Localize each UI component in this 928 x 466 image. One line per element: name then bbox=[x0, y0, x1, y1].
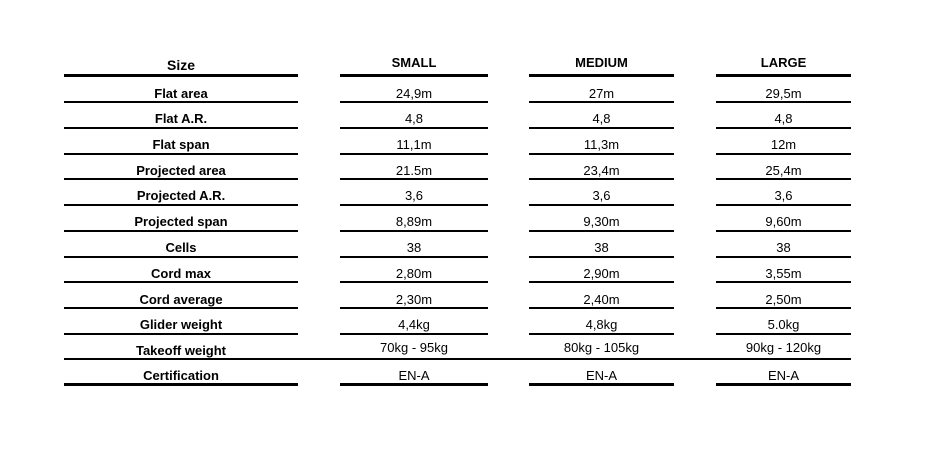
row-rule bbox=[64, 178, 298, 180]
value-cell: 90kg - 120kg bbox=[745, 340, 822, 355]
row-rule bbox=[529, 204, 674, 206]
header-rule bbox=[64, 74, 298, 77]
value-cell: 3,6 bbox=[592, 188, 611, 203]
row-rule bbox=[529, 101, 674, 103]
value-cell: 21.5m bbox=[395, 163, 433, 178]
row-rule bbox=[529, 230, 674, 232]
footer-rule bbox=[529, 383, 674, 386]
row-label: Projected area bbox=[136, 163, 226, 178]
row-rule bbox=[340, 333, 488, 335]
value-cell: 2,50m bbox=[765, 292, 802, 307]
value-cell: 2,30m bbox=[395, 292, 433, 307]
row-label: Takeoff weight bbox=[135, 343, 227, 358]
row-rule bbox=[340, 230, 488, 232]
row-rule bbox=[340, 178, 488, 180]
row-rule bbox=[340, 281, 488, 283]
header-rule bbox=[716, 74, 851, 77]
takeoff-weight-rule bbox=[64, 358, 851, 360]
row-rule bbox=[340, 101, 488, 103]
value-cell: 4,8 bbox=[774, 111, 793, 126]
row-label: Glider weight bbox=[139, 317, 223, 332]
value-cell: 70kg - 95kg bbox=[380, 340, 448, 355]
value-cell: 23,4m bbox=[583, 163, 620, 178]
row-label: Cord average bbox=[139, 292, 223, 307]
row-rule bbox=[64, 307, 298, 309]
medium-header: MEDIUM bbox=[575, 55, 628, 70]
row-rule bbox=[716, 204, 851, 206]
row-rule bbox=[340, 256, 488, 258]
value-cell: 2,90m bbox=[583, 266, 620, 281]
small-header: SMALL bbox=[391, 55, 437, 70]
value-cell: 8,89m bbox=[395, 214, 433, 229]
value-cell: 11,1m bbox=[396, 137, 432, 152]
value-cell: 29,5m bbox=[765, 86, 802, 101]
row-rule bbox=[529, 153, 674, 155]
value-cell: 24,9m bbox=[395, 86, 433, 101]
value-cell: 4,8 bbox=[592, 111, 611, 126]
row-rule bbox=[529, 256, 674, 258]
row-label: Flat A.R. bbox=[154, 111, 208, 126]
value-cell: 38 bbox=[594, 240, 609, 255]
row-label: Projected A.R. bbox=[136, 188, 226, 203]
row-rule bbox=[716, 101, 851, 103]
value-cell: 9,30m bbox=[583, 214, 620, 229]
value-cell: EN-A bbox=[767, 368, 800, 383]
row-rule bbox=[64, 101, 298, 103]
value-cell: 3,6 bbox=[404, 188, 424, 203]
value-cell: 11,3m bbox=[583, 137, 620, 152]
row-rule bbox=[716, 127, 851, 129]
value-cell: 4,8 bbox=[404, 111, 424, 126]
row-rule bbox=[64, 281, 298, 283]
size-header: Size bbox=[166, 57, 195, 73]
large-header: LARGE bbox=[760, 55, 807, 70]
header-rule bbox=[529, 74, 674, 77]
row-label: Cells bbox=[165, 240, 197, 255]
row-rule bbox=[716, 281, 851, 283]
value-cell: 5.0kg bbox=[767, 317, 800, 332]
row-rule bbox=[340, 127, 488, 129]
row-rule bbox=[529, 333, 674, 335]
row-rule bbox=[716, 256, 851, 258]
row-rule bbox=[64, 127, 298, 129]
footer-rule bbox=[340, 383, 488, 386]
row-rule bbox=[64, 256, 298, 258]
row-rule bbox=[340, 204, 488, 206]
row-rule bbox=[64, 333, 298, 335]
row-rule bbox=[340, 307, 488, 309]
header-rule bbox=[340, 74, 488, 77]
value-cell: 3,6 bbox=[774, 188, 793, 203]
row-rule bbox=[716, 333, 851, 335]
value-cell: 80kg - 105kg bbox=[563, 340, 640, 355]
value-cell: 4,8kg bbox=[585, 317, 618, 332]
footer-rule bbox=[64, 383, 298, 386]
value-cell: 25,4m bbox=[765, 163, 802, 178]
row-rule bbox=[716, 178, 851, 180]
value-cell: 2,80m bbox=[395, 266, 433, 281]
value-cell: EN-A bbox=[398, 368, 430, 383]
row-label: Certification bbox=[143, 368, 219, 383]
value-cell: EN-A bbox=[585, 368, 618, 383]
row-rule bbox=[64, 153, 298, 155]
row-rule bbox=[529, 307, 674, 309]
value-cell: 12m bbox=[770, 137, 797, 152]
value-cell: 2,40m bbox=[583, 292, 620, 307]
row-rule bbox=[340, 153, 488, 155]
row-label: Cord max bbox=[151, 266, 211, 281]
row-rule bbox=[64, 230, 298, 232]
row-rule bbox=[529, 127, 674, 129]
footer-rule bbox=[716, 383, 851, 386]
row-rule bbox=[64, 204, 298, 206]
row-label: Flat span bbox=[152, 137, 210, 152]
row-label: Projected span bbox=[134, 214, 228, 229]
value-cell: 4,4kg bbox=[398, 317, 430, 332]
row-rule bbox=[529, 178, 674, 180]
row-rule bbox=[529, 281, 674, 283]
value-cell: 3,55m bbox=[765, 266, 802, 281]
row-rule bbox=[716, 230, 851, 232]
row-rule bbox=[716, 307, 851, 309]
value-cell: 9,60m bbox=[765, 214, 802, 229]
row-rule bbox=[716, 153, 851, 155]
value-cell: 38 bbox=[776, 240, 791, 255]
value-cell: 27m bbox=[588, 86, 615, 101]
value-cell: 38 bbox=[406, 240, 422, 255]
row-label: Flat area bbox=[154, 86, 208, 101]
